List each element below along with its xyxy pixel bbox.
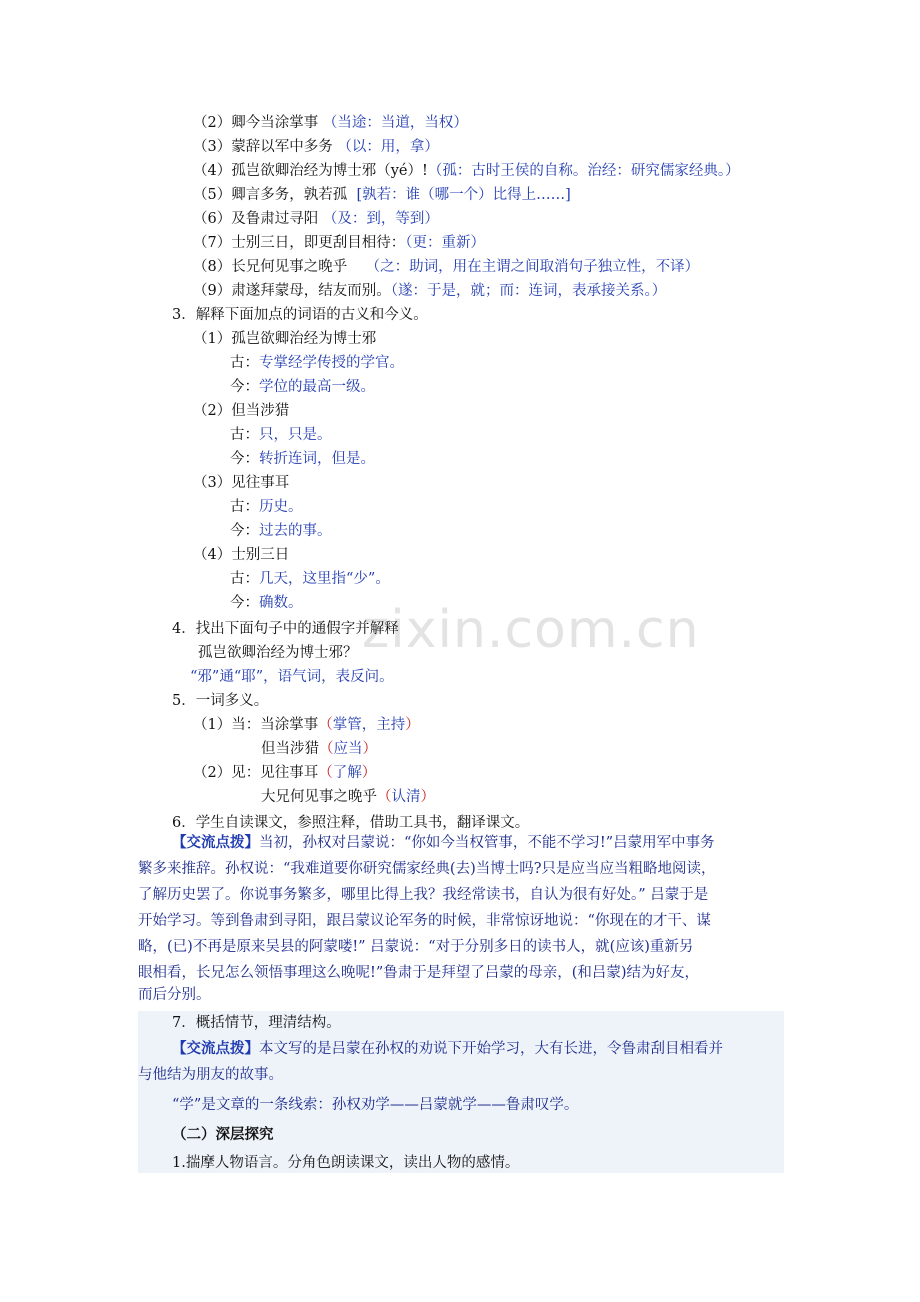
q5-row: 大兄何见事之晚乎（认清） — [261, 789, 435, 805]
list-item: （7）士别三日，即更刮目相待：（更：重新） — [193, 235, 485, 251]
question-7: 7．概括情节，理清结构。 — [172, 1015, 341, 1031]
list-item: （8）长兄何见事之晚乎 （之：助词，用在主谓之间取消句子独立性，不译） — [193, 259, 700, 275]
question-5-title: 5．一词多义。 — [172, 693, 269, 709]
question-6: 6．学生自读课文，参照注释，借助工具书，翻译课文。 — [172, 815, 530, 831]
list-item: （6）及鲁肃过寻阳 （及：到，等到） — [193, 211, 439, 227]
watermark: zixin.com.cn — [362, 600, 700, 660]
translation-line: 而后分别。 — [138, 987, 211, 1003]
structure-line: 【交流点拨】本文写的是吕蒙在孙权的劝说下开始学习，大有长进，令鲁肃刮目相看并 — [172, 1040, 723, 1057]
translation-line: 略，(已)不再是原来吴县的阿蒙喽!” 吕蒙说：“对于分别多日的读书人，就(应该)重新另 — [138, 939, 694, 955]
list-item: （9）肃遂拜蒙母，结友而别。（遂：于是，就；而：连词，表承接关系。） — [193, 283, 667, 299]
translation-line: 【交流点拨】当初，孙权对吕蒙说：“你如今当权管事，不能不学习!”吕蒙用军中事务 — [172, 834, 715, 851]
q5-row: （1）当：当涂掌事（掌管，主持） — [193, 717, 420, 733]
deep-item-1: 1.揣摩人物语言。分角色朗读课文，读出人物的感情。 — [172, 1155, 520, 1171]
q3-jin-4: 今：确数。 — [230, 595, 303, 611]
q3-jin-1: 今：学位的最高一级。 — [230, 379, 375, 395]
q3-gu-3: 古：历史。 — [230, 499, 303, 515]
q3-gu-1: 古：专掌经学传授的学官。 — [230, 355, 404, 371]
structure-line: 与他结为朋友的故事。 — [138, 1067, 283, 1083]
list-item: （2）卿今当涂掌事 （当途：当道，当权） — [193, 115, 468, 131]
q3-gu-2: 古：只，只是。 — [230, 427, 332, 443]
list-item: （5）卿言多务，孰若孤 [孰若：谁（哪一个）比得上……] — [193, 187, 571, 203]
q4-answer: “邪”通“耶”，语气词，表反问。 — [190, 669, 394, 685]
question-3-title: 3．解释下面加点的词语的古义和今义。 — [172, 307, 428, 323]
q3-item-3: （3）见往事耳 — [193, 475, 290, 491]
q5-row: 但当涉猎（应当） — [261, 741, 377, 757]
q3-item-1: （1）孤岂欲卿治经为博士邪 — [193, 331, 377, 347]
q5-row: （2）见：见往事耳（了解） — [193, 765, 377, 781]
question-4-title: 4．找出下面句子中的通假字并解释 — [172, 621, 399, 637]
list-item: （3）蒙辞以军中多务 （以：用，拿） — [193, 139, 439, 155]
translation-line: 开始学习。等到鲁肃到寻阳，跟吕蒙议论军务的时候，非常惊讶地说：“你现在的才干、谋 — [138, 913, 711, 929]
section-title: （二）深层探究 — [172, 1126, 274, 1143]
q4-sentence: 孤岂欲卿治经为博士邪？ — [198, 645, 358, 661]
translation-line: 了解历史罢了。你说事务繁多，哪里比得上我？我经常读书，自认为很有好处。” 吕蒙于是 — [138, 887, 709, 903]
list-item: （4）孤岂欲卿治经为博士邪（yé）!（孤：古时王侯的自称。治经：研究儒家经典。） — [193, 163, 740, 179]
clue-line: “学”是文章的一条线索：孙权劝学——吕蒙就学——鲁肃叹学。 — [172, 1097, 579, 1113]
shaded-block — [138, 1011, 784, 1173]
q3-gu-4: 古：几天，这里指“少”。 — [230, 571, 390, 587]
q3-item-2: （2）但当涉猎 — [193, 403, 290, 419]
q3-item-4: （4）士别三日 — [193, 547, 290, 563]
translation-line: 繁多来推辞。孙权说：“我难道要你研究儒家经典(去)当博士吗?只是应当应当粗略地阅读， — [138, 861, 716, 877]
q3-jin-2: 今：转折连词，但是。 — [230, 451, 375, 467]
translation-line: 眼相看，长兄怎么领悟事理这么晚呢!”鲁肃于是拜望了吕蒙的母亲，(和吕蒙)结为好友， — [138, 965, 700, 981]
q3-jin-3: 今：过去的事。 — [230, 523, 332, 539]
